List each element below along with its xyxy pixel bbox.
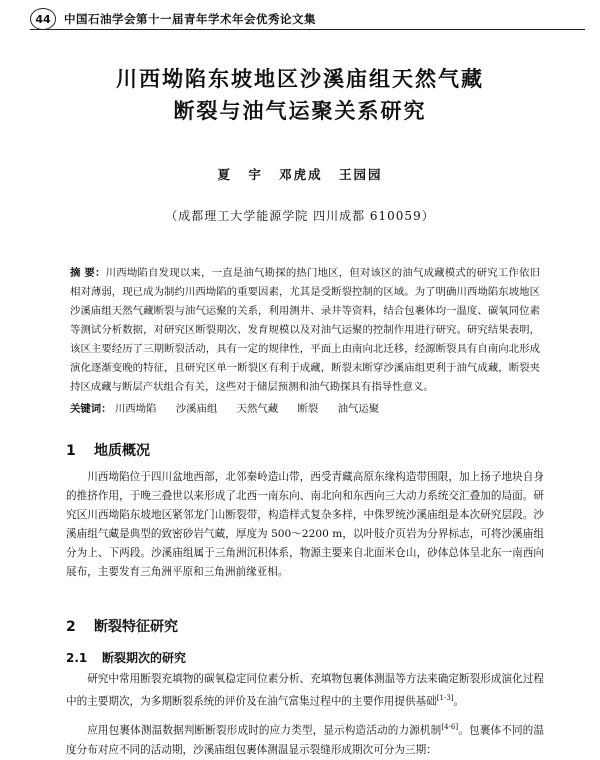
para-end: 。 bbox=[453, 695, 465, 708]
section21-paragraph2 bbox=[66, 718, 544, 760]
subsection-heading-2-1 bbox=[66, 649, 186, 666]
authors: 夏 宇 邓虎成 王园园 bbox=[217, 167, 383, 182]
section1-paragraph: 川西坳陷位于四川盆地西部，北邻秦岭造山带，西受青藏高原东缘构造带围限，加上扬子地块自身的推挤作用，于晚三叠世以来形成了北西一南东向、南北向和东西向三大动力系统交汇叠加的局面。研究区川西坳陷东坡地区紧邻龙门山断裂带，构造样式复杂多样，中侏罗统沙溪庙组是本次研究层段。沙溪庙组气藏是典型的致密砂岩气藏，厚度为 500～2200 m，以叶肢介页岩为分界标志，可将沙溪庙组分为上、下两段。沙溪庙组属于三角洲沉积体系，物源主要来自北面米仓山，砂体总体呈北东一南西向展布，主要发育三角洲平原和三角洲前缘亚相。 bbox=[66, 471, 544, 578]
section21-paragraph1 bbox=[66, 670, 544, 712]
section-number: 2 bbox=[66, 619, 76, 635]
abstract-label: 摘 要： bbox=[70, 267, 106, 279]
paper-title-line1: 川西坳陷东坡地区沙溪庙组天然气藏 bbox=[116, 67, 484, 91]
keyword: 断裂 bbox=[297, 403, 319, 415]
subsection-title: 断裂期次的研究 bbox=[102, 651, 187, 665]
section-heading-2 bbox=[66, 616, 178, 636]
citation: [4-6] bbox=[441, 723, 459, 731]
keyword: 川西坳陷 bbox=[114, 403, 157, 415]
section-heading-1 bbox=[66, 440, 150, 460]
section-title: 断裂特征研究 bbox=[94, 619, 178, 635]
paper-title-line2: 断裂与油气运聚关系研究 bbox=[173, 99, 427, 123]
abstract-text: 川西坳陷自发现以来，一直是油气勘探的热门地区，但对该区的油气成藏模式的研究工作依旧相对薄弱，现已成为制约川西坳陷的重要因素，尤其是受断裂控制的区域。为了明确川西坳陷东坡地区沙溪庙组天然气藏断裂与油气运聚的关系，利用测井、录井等资料，结合包裹体均一温度、碳氧同位素等测试分析数据，对研究区断裂期次、发育规模以及对油气运聚的控制作用进行研究。研究结果表明，该区主要经历了三期断裂活动，具有一定的规律性，平面上由南向北迁移，经源断裂具有自南向北形成演化逐渐变晚的特征，且研究区单一断裂区有利于成藏，断裂末断穿沙溪庙组更利于油气成藏，断裂夹持区成藏与断层产状组合有关，这些对于储层预测和油气勘探具有指导性意义。 bbox=[70, 267, 540, 393]
para-end: 。包裹体不同的温度分布对应不同的活动期，沙溪庙组包裹体测温显示裂缝形成期次可分为三期： bbox=[66, 724, 545, 756]
keyword: 天然气藏 bbox=[236, 403, 279, 415]
subsection-number: 2.1 bbox=[66, 651, 88, 665]
section-number: 1 bbox=[66, 443, 76, 459]
keyword: 油气运聚 bbox=[337, 403, 380, 415]
keyword: 沙溪庙组 bbox=[175, 403, 218, 415]
para-text: 应用包裹体测温数据判断断裂形成时的应力类型，显示构造活动的力源机制 bbox=[87, 724, 442, 737]
para-text: 研究中常用断裂充填物的碳氧稳定同位素分析、充填物包裹体测温等方法来确定断裂形成演化过程中的主要期次，为多期断裂系统的评价及在油气富集过程中的主要作用提供基础 bbox=[66, 673, 544, 708]
keywords-label: 关键词： bbox=[70, 403, 112, 415]
citation: [1-3] bbox=[436, 694, 454, 702]
page-number: 44 bbox=[30, 8, 56, 30]
keywords bbox=[70, 400, 540, 415]
section-title: 地质概况 bbox=[94, 443, 150, 459]
header-rule bbox=[30, 29, 585, 30]
abstract bbox=[70, 264, 540, 397]
affiliation: （成都理工大学能源学院 四川成都 610059） bbox=[165, 209, 435, 223]
journal-title: 中国石油学会第十一届青年学术年会优秀论文集 bbox=[64, 12, 316, 26]
